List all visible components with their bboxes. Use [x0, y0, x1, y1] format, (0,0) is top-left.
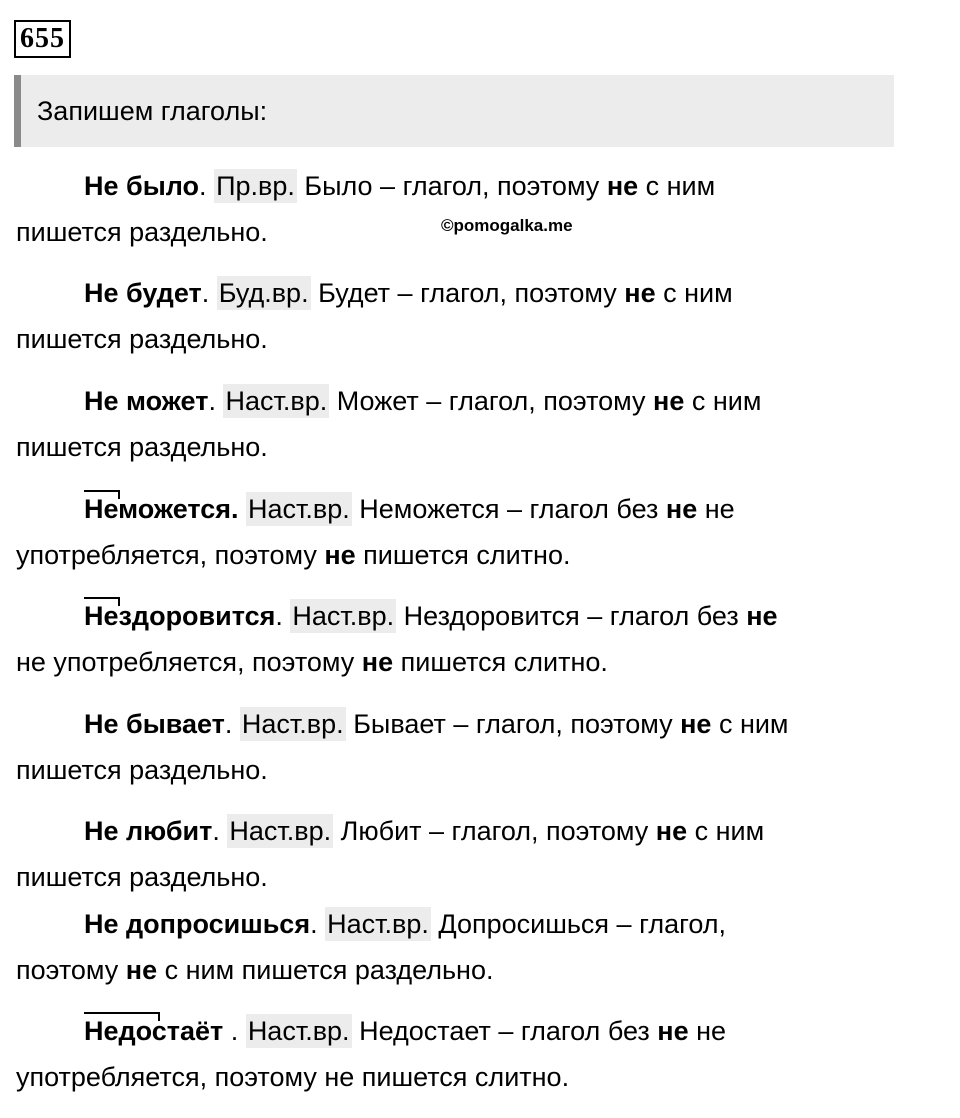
heading-banner: [14, 75, 894, 147]
ne-particle: не: [653, 386, 685, 416]
ne-particle: не: [665, 494, 698, 524]
ne-particle: не: [361, 647, 394, 677]
entry-ne-doprosishsya: Не допросишься. Наст.вр. Допросишься – глагол, поэтому не с ним пишется раздельно.: [16, 909, 727, 985]
ne-particle: не: [657, 1016, 689, 1046]
entry-ne-bylo: Не было. Пр.вр. Было – глагол, поэтому не с ним пишется раздельно.: [16, 171, 716, 247]
entry-word: Не может: [84, 386, 209, 416]
entry-word: Неможется.: [84, 494, 239, 524]
entry-word: Нездоровится: [84, 601, 276, 631]
heading-text: Запишем глаголы:: [37, 96, 268, 126]
tense-label: Наст.вр.: [248, 494, 350, 524]
exercise-number: 655: [14, 20, 71, 58]
tense-label: Буд.вр.: [218, 278, 309, 308]
prefix-mark: [84, 1008, 223, 1054]
entry-ne-lyubit: Не любит. Наст.вр. Любит – глагол, поэтому не с ним пишется раздельно.: [16, 816, 765, 892]
entry-nemozhetsya: Неможется. Наст.вр. Неможется – глагол без не не употребляется, поэтому не пишется слитно.: [16, 486, 926, 578]
entry-word: Не было: [84, 171, 200, 201]
entry-word: Не допросишься: [84, 909, 311, 939]
ne-particle: не: [324, 540, 356, 570]
tense-label: Наст.вр.: [327, 909, 429, 939]
ne-particle: не: [746, 601, 778, 631]
entry-word: Недостаёт: [84, 1016, 224, 1046]
entry-nezdorovitsya: Нездоровится. Наст.вр. Нездоровится – глагол без не не употребляется, поэтому не пишется слитно.: [16, 593, 926, 685]
entry-word: Не любит: [84, 816, 213, 846]
ne-particle: не: [606, 171, 639, 201]
tense-label: Наст.вр.: [292, 601, 395, 631]
ne-particle: не: [680, 709, 712, 739]
prefix-mark: [84, 593, 275, 639]
entry-ne-byvaet: Не бывает. Наст.вр. Бывает – глагол, поэтому не с ним пишется раздельно.: [16, 709, 789, 785]
prefix-mark: [84, 486, 239, 532]
tense-label: Наст.вр.: [225, 386, 328, 416]
entry-ne-budet: Не будет. Буд.вр. Будет – глагол, поэтому не с ним пишется раздельно.: [16, 278, 733, 354]
prefix-overline: [84, 490, 120, 499]
tense-label: Пр.вр.: [216, 171, 295, 201]
ne-particle: не: [624, 278, 656, 308]
tense-label: Наст.вр.: [229, 816, 332, 846]
tense-label: Наст.вр.: [241, 709, 344, 739]
watermark: ©pomogalka.me: [441, 216, 573, 235]
ne-particle: не: [125, 955, 158, 985]
entry-word: Не бывает: [84, 709, 225, 739]
entry-word: Не будет: [84, 278, 202, 308]
prefix-overline: [84, 597, 120, 606]
ne-particle: не: [655, 816, 688, 846]
tense-label: Наст.вр.: [247, 1016, 350, 1046]
prefix-overline: [84, 1012, 160, 1021]
entry-nedostaet: Недостаёт . Наст.вр. Недостает – глагол без не не употребляется, поэтому не пишется слитно.: [16, 1008, 926, 1100]
entry-ne-mozhet: Не может. Наст.вр. Может – глагол, поэтому не с ним пишется раздельно.: [16, 386, 762, 462]
